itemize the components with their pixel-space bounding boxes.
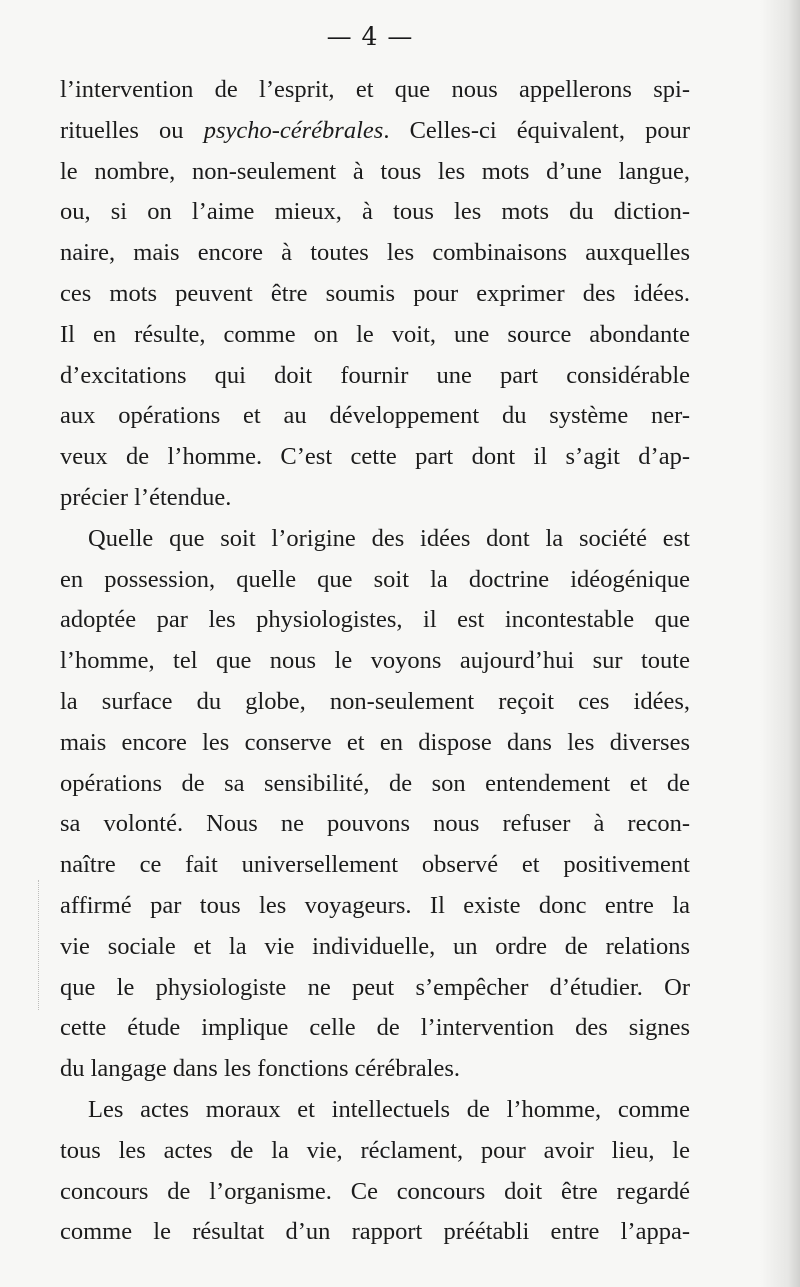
text-line: d’excitations qui doit fournir une part considérable — [60, 361, 690, 389]
text-line-segment: rituelles ou — [60, 116, 204, 144]
text-line: du langage dans les fonctions cérébrales. — [60, 1055, 461, 1083]
text-line: la surface du globe, non-seulement reçoit ces idées, — [60, 687, 690, 715]
text-line: ces mots peuvent être soumis pour exprimer des idées. — [60, 279, 690, 307]
text-line: naître ce fait universellement observé et positivement — [60, 851, 690, 879]
margin-mark — [38, 880, 49, 1010]
text-line: Quelle que soit l’origine des idées dont la société est — [88, 524, 690, 552]
text-line: vie sociale et la vie individuelle, un ordre de relations — [60, 932, 690, 960]
text-line: comme le résultat d’un rapport préétabli entre l’appa- — [60, 1218, 690, 1246]
text-line: en possession, quelle que soit la doctrine idéogénique — [60, 565, 690, 593]
text-line — [60, 111, 690, 152]
text-line: Les actes moraux et intellectuels de l’homme, comme — [88, 1095, 690, 1123]
italic-term: psycho-cérébrales — [203, 116, 384, 144]
text-line: mais encore les conserve et en dispose dans les diverses — [60, 728, 690, 756]
page-number: — 4 — — [326, 22, 414, 51]
page-edge-shadow — [760, 0, 800, 1287]
text-line: aux opérations et au développement du système ner- — [60, 402, 690, 430]
body-text — [60, 70, 690, 1253]
text-line: Il en résulte, comme on le voit, une source abondante — [60, 320, 690, 348]
text-line: cette étude implique celle de l’intervention des signes — [60, 1014, 690, 1042]
text-line-segment: . Celles-ci équivalent, pour — [383, 116, 691, 144]
text-line: que le physiologiste ne peut s’empêcher d’étudier. Or — [60, 973, 690, 1001]
text-line: naire, mais encore à toutes les combinaisons auxquelles — [60, 239, 690, 267]
text-line: sa volonté. Nous ne pouvons nous refuser à recon- — [60, 810, 690, 838]
text-line: précier l’étendue. — [60, 483, 232, 511]
text-line: adoptée par les physiologistes, il est incontestable que — [60, 606, 690, 634]
text-line: ou, si on l’aime mieux, à tous les mots du diction- — [60, 198, 690, 226]
text-line: veux de l’homme. C’est cette part dont il s’agit d’ap- — [60, 443, 690, 471]
text-line: l’intervention de l’esprit, et que nous appellerons spi- — [60, 76, 690, 103]
text-line: l’homme, tel que nous le voyons aujourd’hui sur toute — [60, 647, 690, 675]
text-line: le nombre, non-seulement à tous les mots d’une langue, — [60, 157, 690, 185]
text-line: tous les actes de la vie, réclament, pour avoir lieu, le — [60, 1136, 690, 1164]
text-line: affirmé par tous les voyageurs. Il existe donc entre la — [60, 891, 690, 919]
text-line: opérations de sa sensibilité, de son entendement et de — [60, 769, 690, 797]
text-line: concours de l’organisme. Ce concours doit être regardé — [60, 1177, 690, 1205]
